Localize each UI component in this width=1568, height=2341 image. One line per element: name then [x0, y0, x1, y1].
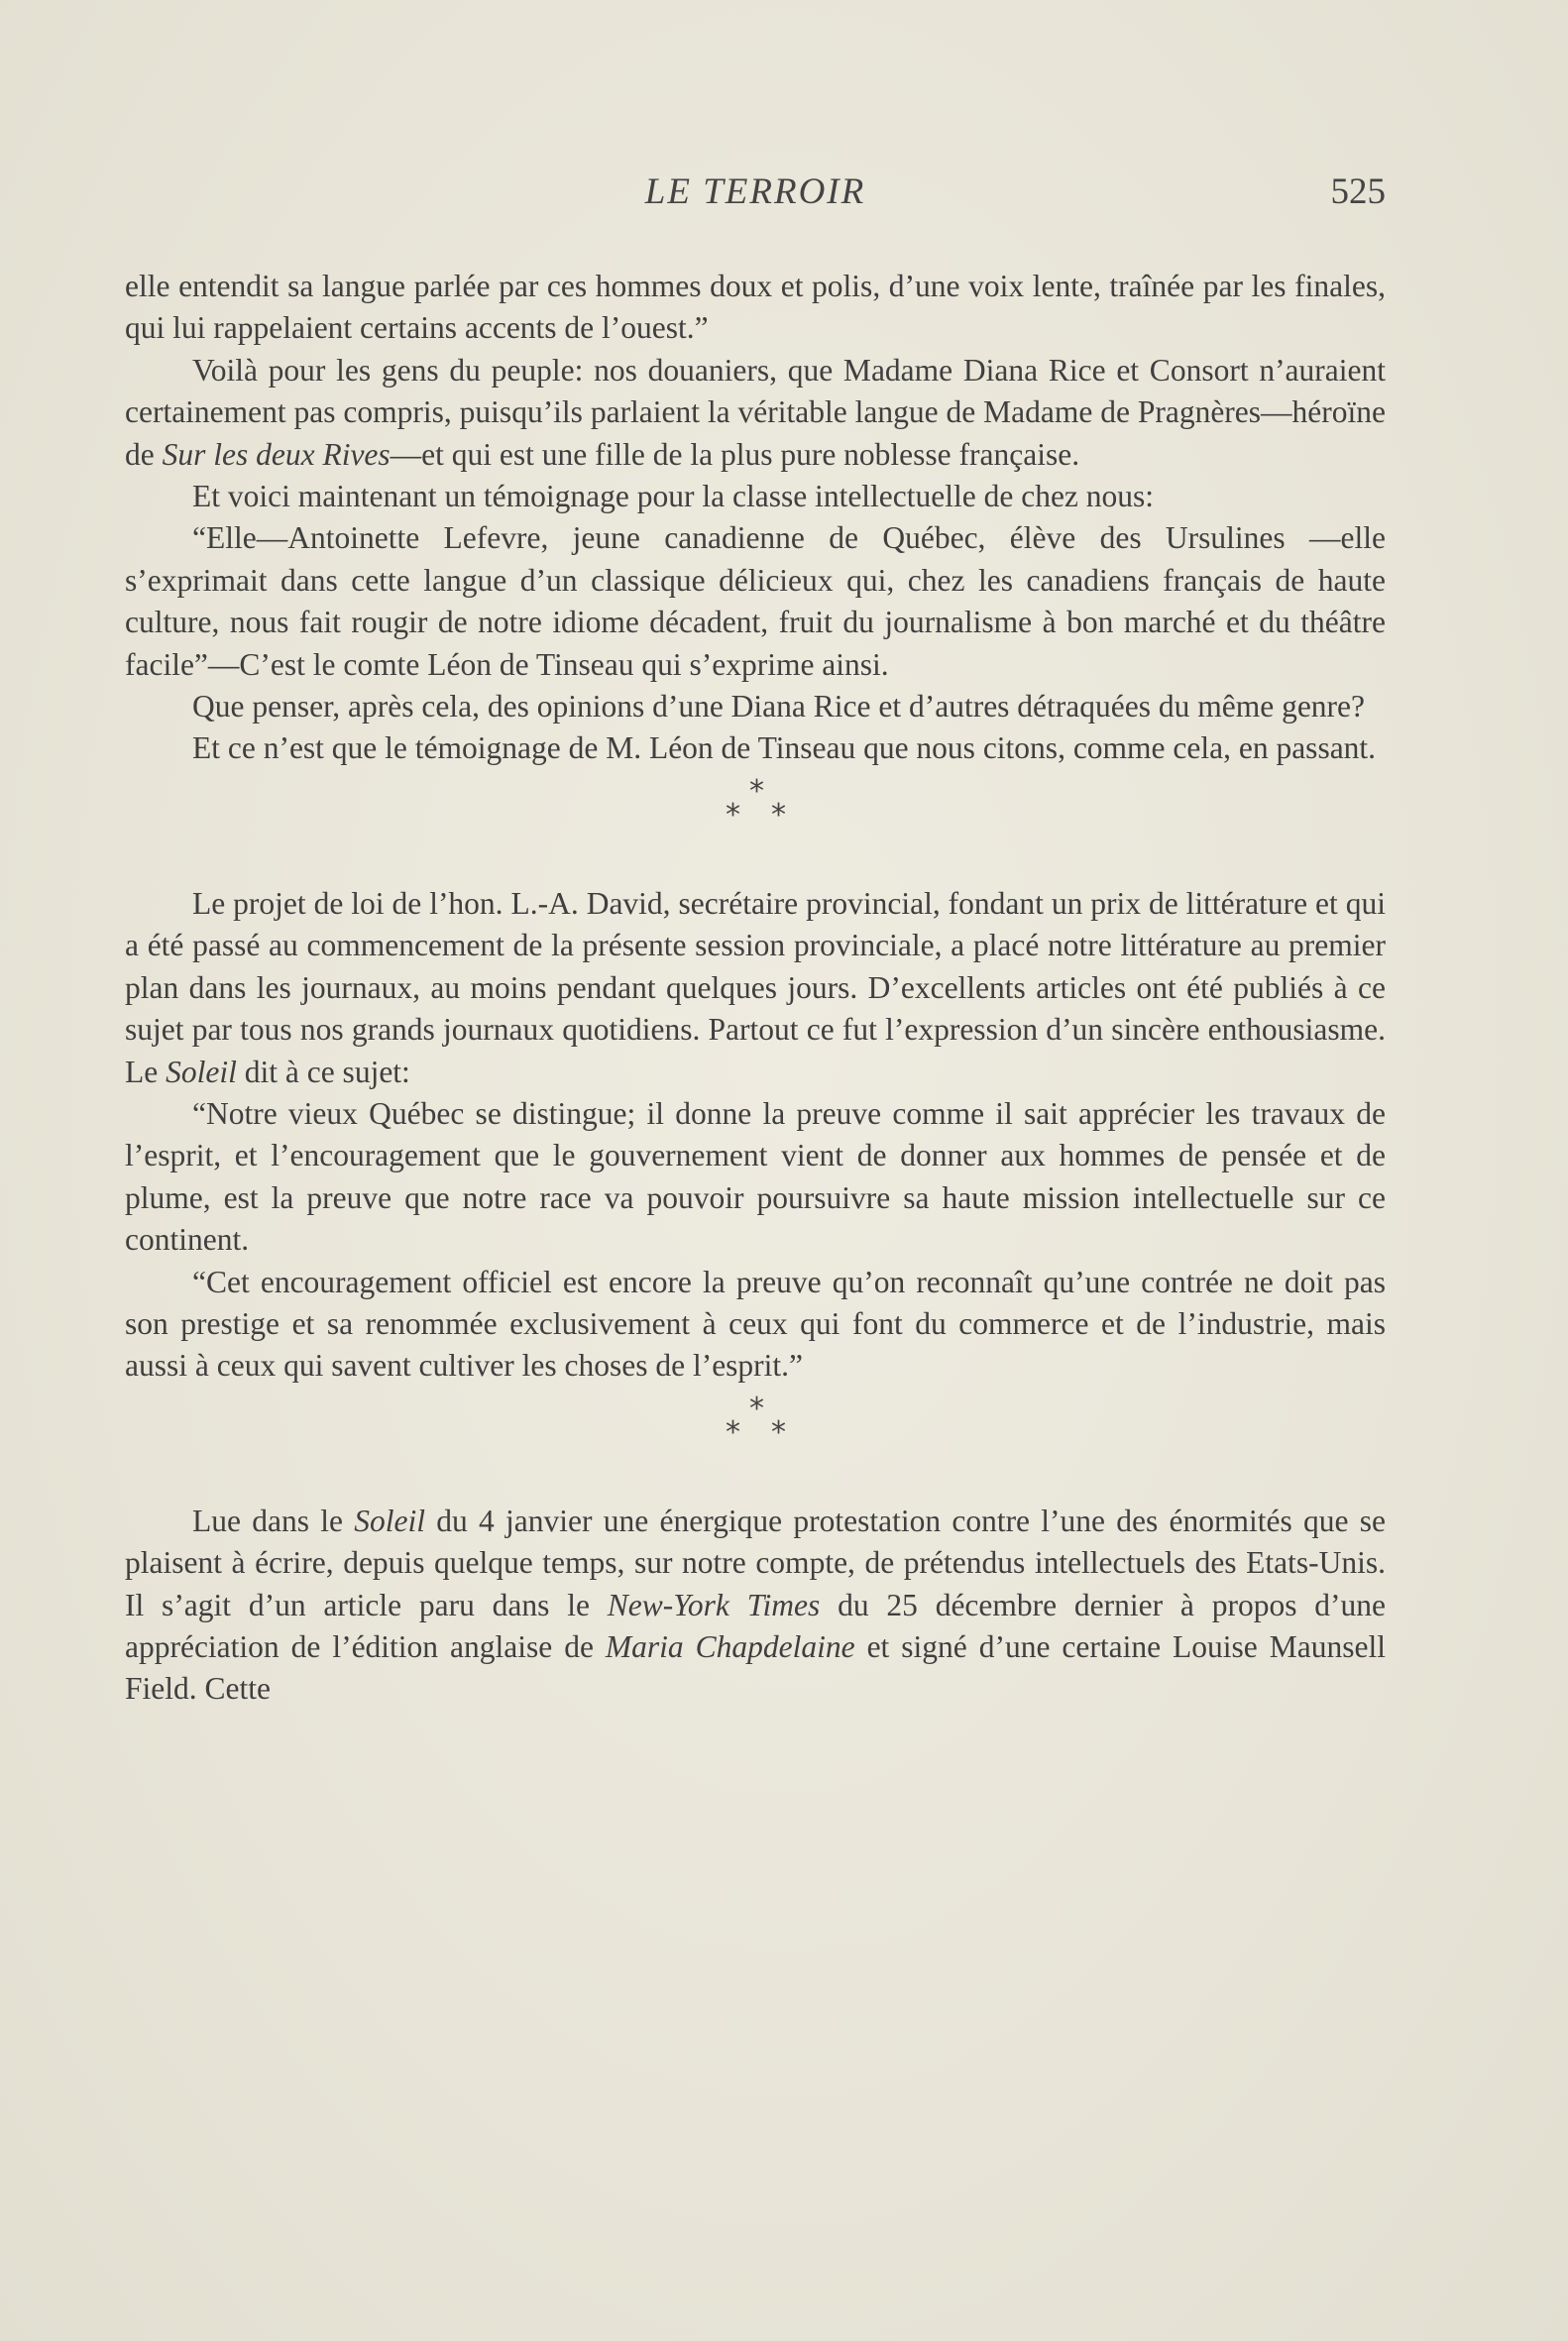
paragraph: Et voici maintenant un témoignage pour la classe intellectuelle de chez nous: — [192, 479, 1155, 514]
section-separator — [706, 1392, 805, 1453]
page-number: 525 — [1330, 171, 1386, 212]
newspaper-name: Soleil — [166, 1054, 237, 1089]
quotation-paragraph: “Elle—Antoinette Lefevre, jeune canadienne de Québec, élève des Ursulines —elle s’exprimait dans cette langue d’un classique délicieux qui, chez les canadiens français de haute culture, nous fait rougir de notre idiome décadent, fruit du journalisme à bon marché et du théâtre facile”—C’est le comte Léon de Tinseau qui s’exprime ainsi. — [125, 520, 1386, 682]
asterisk: * — [771, 797, 786, 833]
asterisk: * — [771, 1414, 786, 1450]
section-separator — [706, 774, 805, 836]
paragraph: Et ce n’est que le témoignage de M. Léon de Tinseau que nous citons, comme cela, en passant. — [192, 730, 1377, 766]
paragraph-continued: elle entendit sa langue parlée par ces hommes doux et polis, d’une voix lente, traînée par les finales, qui lui rappelaient certains accents de l’ouest.” — [125, 269, 1386, 346]
book-title: Maria Chapdelaine — [605, 1628, 855, 1664]
quotation-paragraph: “Cet encouragement officiel est encore la preuve qu’on reconnaît qu’une contrée ne doit pas son prestige et sa renommée exclusivement à ceux qui font du commerce et de l’industrie, mais aussi à ceux qui savent cultiver les choses de l’esprit.” — [125, 1264, 1386, 1384]
paragraph: Le projet de loi de l’hon. L.-A. David, secrétaire provincial, fondant un prix de littérature et qui a été passé au commencement de la présente session provinciale, a placé notre littérature au premier plan dans les journaux, au moins pendant quelques jours. D’excellents articles ont été publiés à ce sujet par tous nos grands journaux quotidiens. Partout ce fut l’expression d’un sincère enthousiasme. Le Soleil dit à ce sujet: — [125, 885, 1386, 1089]
quotation-paragraph: “Notre vieux Québec se distingue; il donne la preuve comme il sait apprécier les travaux de l’esprit, et l’encouragement que le gouvernement vient de donner aux hommes de pensée et de plume, est la preuve que notre race va pouvoir poursuivre sa haute mission intellectuelle sur ce continent. — [125, 1095, 1386, 1258]
newspaper-name: Soleil — [354, 1503, 425, 1538]
page-body — [125, 266, 1386, 1711]
book-title: Sur les deux Rives — [162, 436, 391, 472]
newspaper-name: New-York Times — [607, 1587, 821, 1622]
paragraph: Voilà pour les gens du peuple: nos douaniers, que Madame Diana Rice et Consort n’auraient certainement pas compris, puisqu’ils parlaient la véritable langue de Madame de Pragnères—héroïne de Sur les deux Rives—et qui est une fille de la plus pure noblesse française. — [125, 352, 1386, 472]
running-title: LE TERROIR — [644, 171, 866, 212]
asterisk: * — [749, 773, 764, 809]
asterisk: * — [749, 1391, 764, 1426]
paragraph: Que penser, après cela, des opinions d’une Diana Rice et d’autres détraquées du même genre? — [192, 689, 1366, 725]
asterisk: * — [726, 797, 740, 833]
running-header — [125, 170, 1386, 220]
asterisk: * — [726, 1414, 740, 1450]
paragraph: Lue dans le Soleil du 4 janvier une énergique protestation contre l’une des énormités que se plaisent à écrire, depuis quelque temps, sur notre compte, de prétendus intellectuels des Etats-Unis. Il s’agit d’un article paru dans le New-York Times du 25 décembre dernier à propos d’une appréciation de l’édition anglaise de Maria Chapdelaine et signé d’une certaine Louise Maunsell Field. Cette — [125, 1503, 1386, 1707]
